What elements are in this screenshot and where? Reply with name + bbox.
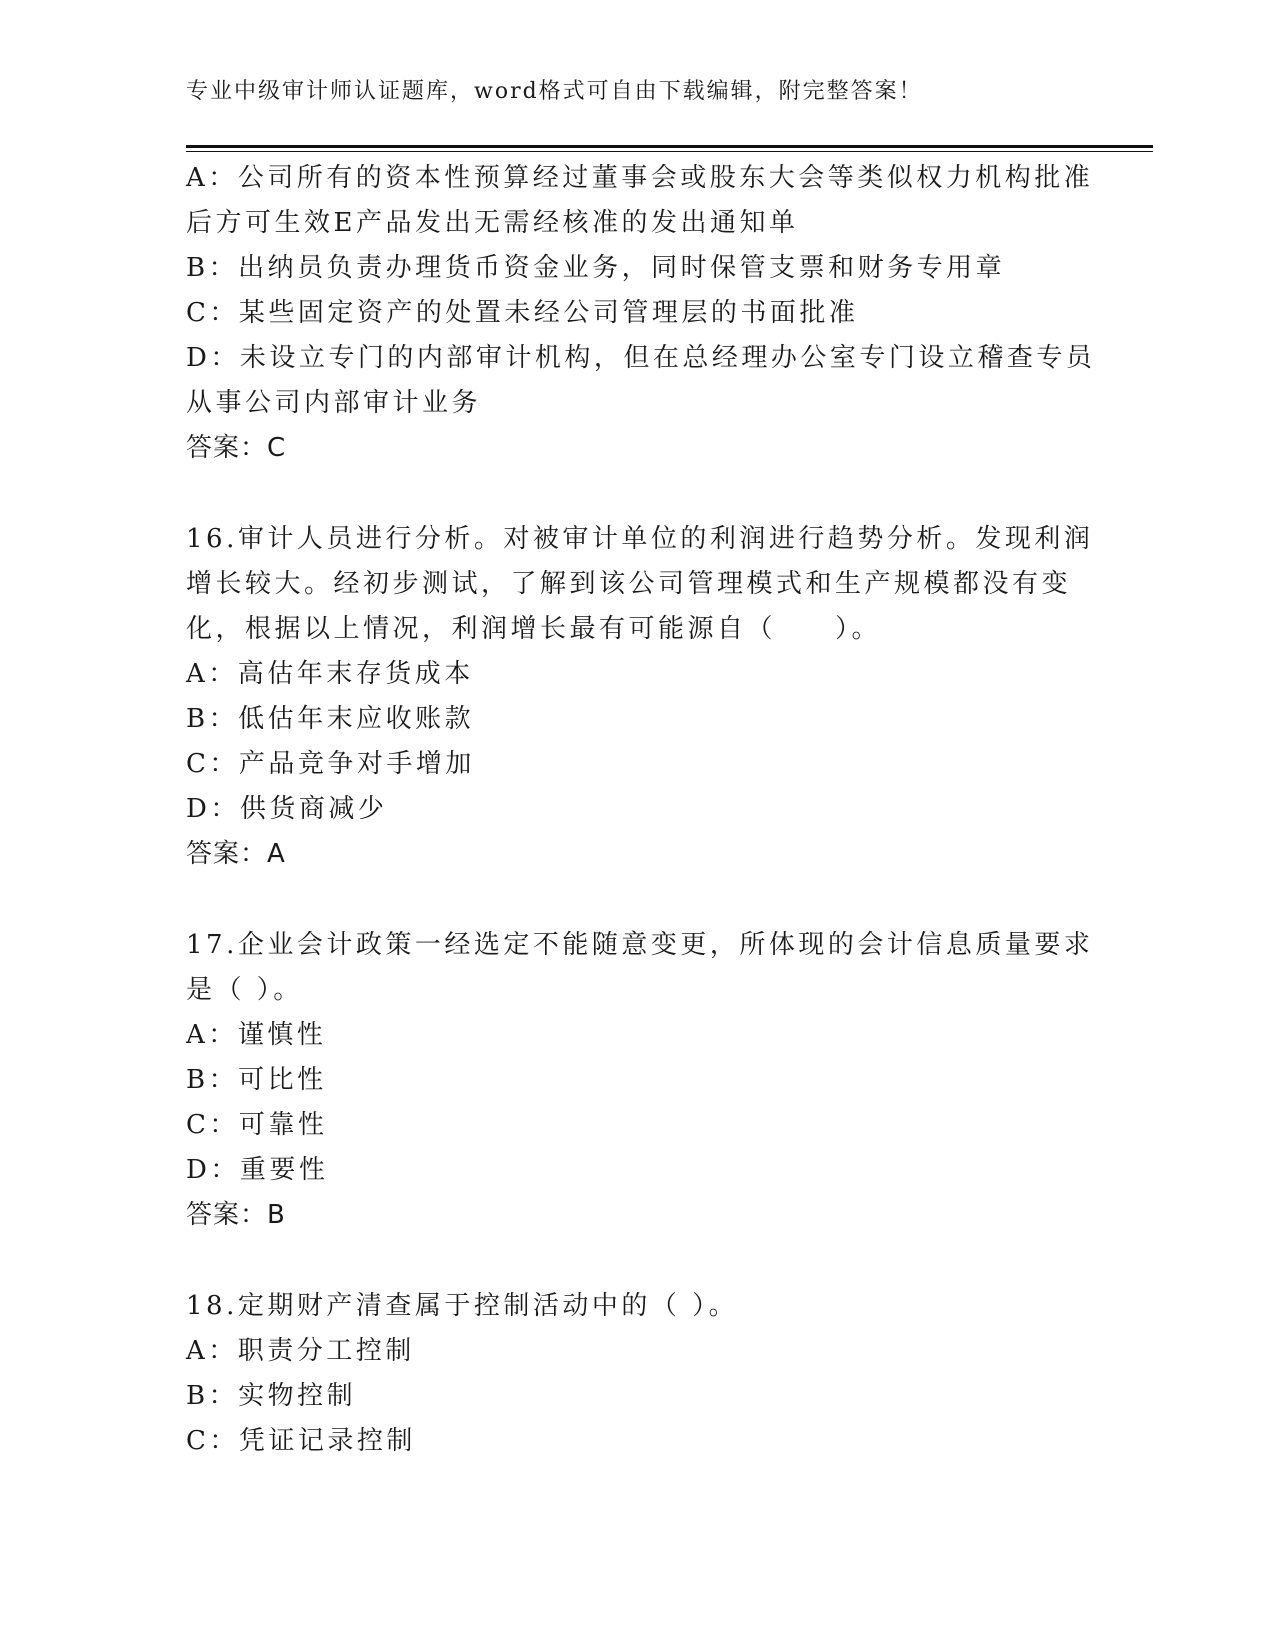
option-d: D：未设立专门的内部审计机构，但在总经理办公室专门设立稽查专员 bbox=[186, 343, 1096, 373]
option-b: B：实物控制 bbox=[186, 1381, 357, 1411]
option-d: D：重要性 bbox=[186, 1155, 329, 1185]
option-d-continued: 从事公司内部审计业务 bbox=[186, 388, 482, 418]
answer: 答案：A bbox=[186, 839, 286, 869]
question-15-block bbox=[186, 156, 1096, 471]
question-stem: 18.定期财产清查属于控制活动中的（ ）。 bbox=[186, 1291, 739, 1321]
option-c: C：某些固定资产的处置未经公司管理层的书面批准 bbox=[186, 298, 859, 328]
answer: 答案：B bbox=[186, 1200, 286, 1230]
header-rule-thin bbox=[186, 151, 1153, 152]
option-c: C：凭证记录控制 bbox=[186, 1426, 416, 1456]
question-16-block bbox=[186, 517, 1094, 877]
option-a: A：高估年末存货成本 bbox=[186, 659, 474, 689]
spacer bbox=[186, 1238, 1086, 1284]
option-a-continued: 后方可生效E产品发出无需经核准的发出通知单 bbox=[186, 208, 799, 238]
option-a: A：职责分工控制 bbox=[186, 1336, 415, 1366]
header-rule-thick bbox=[186, 145, 1153, 148]
question-18-block bbox=[186, 1284, 1086, 1464]
option-c: C：产品竞争对手增加 bbox=[186, 749, 475, 779]
question-17-block bbox=[186, 923, 1094, 1238]
question-stem: 16.审计人员进行分析。对被审计单位的利润进行趋势分析。发现利润 bbox=[186, 524, 1094, 554]
question-stem-continued: 化，根据以上情况，利润增长最有可能源自（ ）。 bbox=[186, 614, 882, 644]
spacer bbox=[186, 877, 1086, 923]
option-b: B：可比性 bbox=[186, 1065, 327, 1095]
question-stem-continued: 增长较大。经初步测试，了解到该公司管理模式和生产规模都没有变 bbox=[186, 569, 1072, 599]
option-d: D：供货商减少 bbox=[186, 794, 388, 824]
page-header: 专业中级审计师认证题库，word格式可自由下载编辑，附完整答案！ bbox=[186, 79, 923, 104]
option-b: B：低估年末应收账款 bbox=[186, 704, 475, 734]
question-stem-continued: 是（ ）。 bbox=[186, 975, 303, 1005]
option-b: B：出纳员负责办理货币资金业务，同时保管支票和财务专用章 bbox=[186, 253, 1006, 283]
question-content bbox=[186, 156, 1096, 1464]
spacer bbox=[186, 471, 1086, 517]
answer: 答案：C bbox=[186, 433, 287, 463]
option-c: C：可靠性 bbox=[186, 1110, 328, 1140]
option-a: A：谨慎性 bbox=[186, 1020, 327, 1050]
question-stem: 17.企业会计政策一经选定不能随意变更，所体现的会计信息质量要求 bbox=[186, 930, 1094, 960]
option-a: A：公司所有的资本性预算经过董事会或股东大会等类似权力机构批准 bbox=[186, 163, 1094, 193]
